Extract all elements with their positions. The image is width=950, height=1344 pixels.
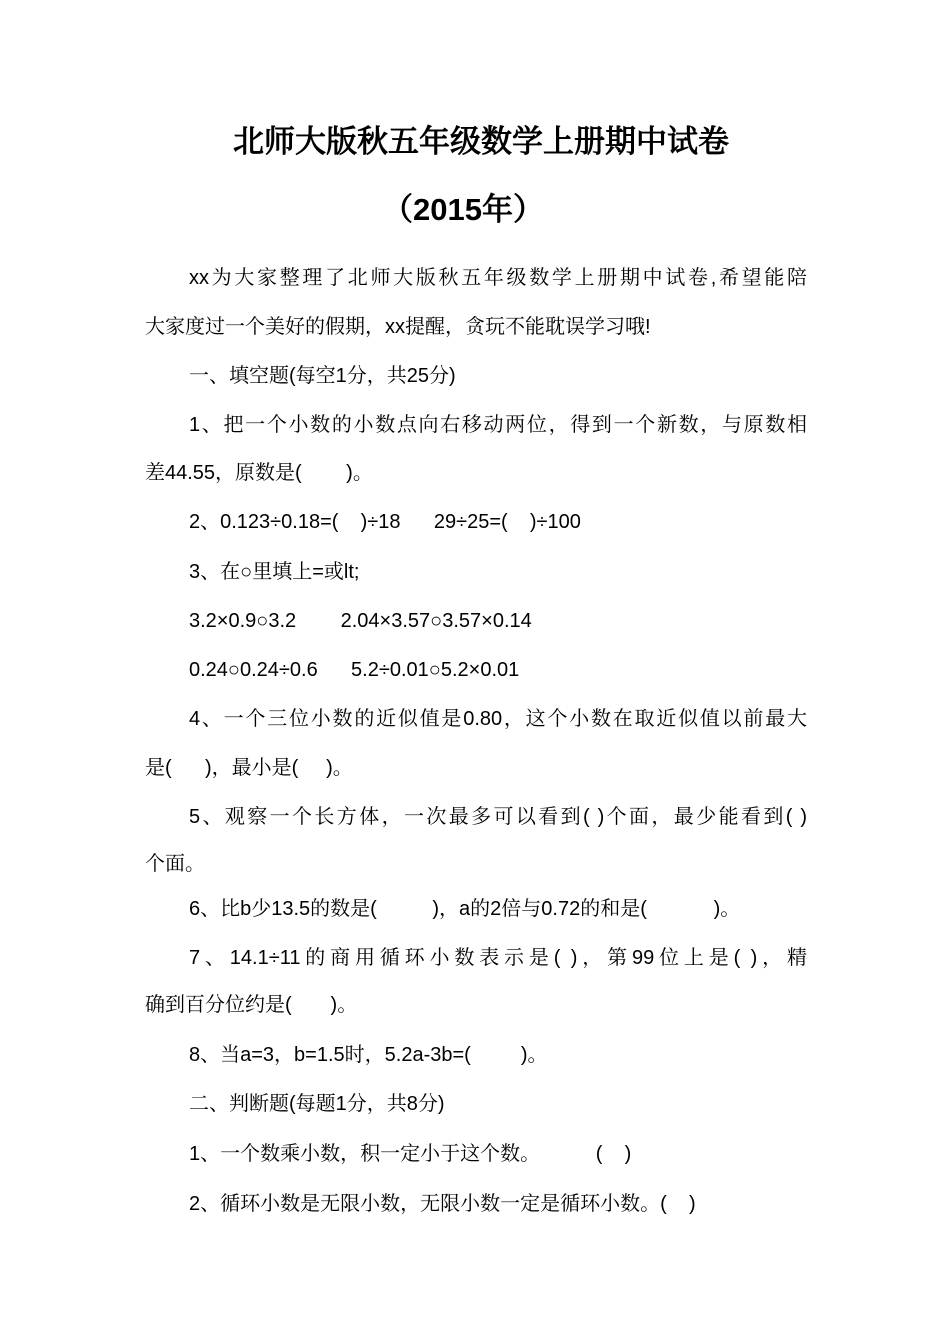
- question-7-line-1: 7、14.1÷11的商用循环小数表示是( )，第99位上是( )，精: [189, 947, 807, 969]
- question-2: 2、0.123÷0.18=( )÷18 29÷25=( )÷100: [189, 511, 581, 533]
- question-4-line-2: 是( )，最小是( )。: [145, 757, 353, 779]
- section-heading-true-false: 二、判断题(每题1分，共8分): [189, 1093, 445, 1115]
- question-1-line-1: 1、把一个小数的小数点向右移动两位，得到一个新数，与原数相: [189, 414, 807, 436]
- question-8: 8、当a=3，b=1.5时，5.2a-3b=( )。: [189, 1044, 548, 1066]
- question-3-row-1: 3.2×0.9○3.2 2.04×3.57○3.57×0.14: [189, 610, 532, 632]
- intro-paragraph-line-1: xx为大家整理了北师大版秋五年级数学上册期中试卷,希望能陪: [189, 267, 807, 289]
- question-7-line-2: 确到百分位约是( )。: [145, 994, 358, 1016]
- question-3-intro: 3、在○里填上=或lt;: [189, 561, 360, 583]
- question-4-line-1: 4、一个三位小数的近似值是0.80，这个小数在取近似值以前最大: [189, 708, 807, 730]
- question-5-line-1: 5、观察一个长方体，一次最多可以看到( )个面，最少能看到( ): [189, 806, 807, 828]
- intro-paragraph-line-2: 大家度过一个美好的假期，xx提醒，贪玩不能耽误学习哦!: [145, 316, 651, 338]
- question-3-row-2: 0.24○0.24÷0.6 5.2÷0.01○5.2×0.01: [189, 659, 520, 681]
- document-title: 北师大版秋五年级数学上册期中试卷: [233, 124, 729, 159]
- question-1-line-2: 差44.55，原数是( )。: [145, 462, 373, 484]
- judgment-question-2: 2、循环小数是无限小数，无限小数一定是循环小数。( ): [189, 1193, 696, 1215]
- document-title-year: （2015年）: [382, 192, 544, 227]
- question-6: 6、比b少13.5的数是( )，a的2倍与0.72的和是( )。: [189, 898, 741, 920]
- section-heading-fill-in: 一、填空题(每空1分，共25分): [189, 365, 456, 387]
- question-5-line-2: 个面。: [145, 853, 205, 875]
- judgment-question-1: 1、一个数乘小数，积一定小于这个数。 ( ): [189, 1143, 632, 1165]
